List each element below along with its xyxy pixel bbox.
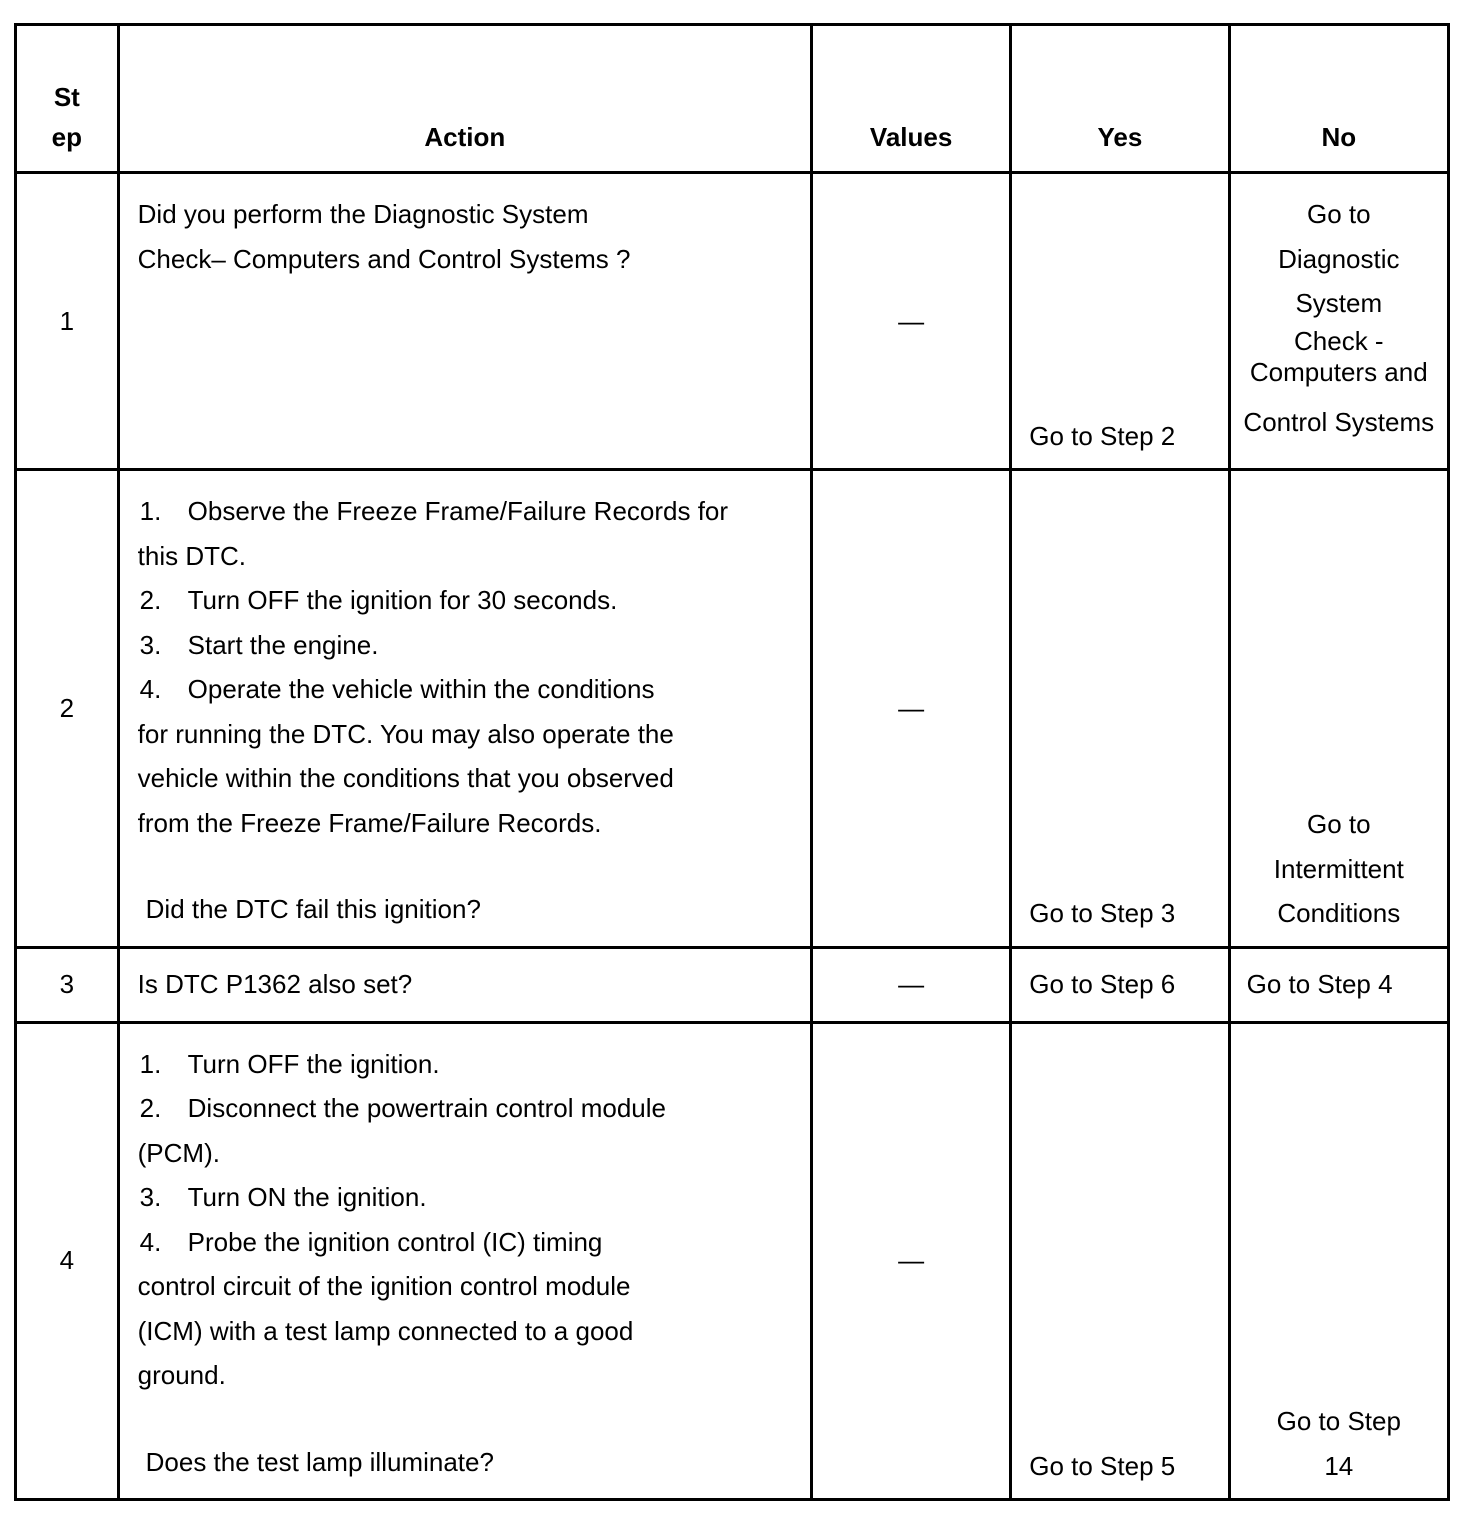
action-question: Did the DTC fail this ignition? xyxy=(145,894,481,924)
table-row xyxy=(16,470,1449,948)
action-cell: Did you perform the Diagnostic System Check– Computers and Control Systems ? xyxy=(118,173,811,470)
diagnostic-table xyxy=(14,23,1450,1501)
yes-link: Go to Step 2 xyxy=(1011,173,1229,470)
header-action: Action xyxy=(118,25,811,173)
step-number: 2 xyxy=(16,470,119,948)
action-cell: 1. Observe the Freeze Frame/Failure Records for this DTC. 2. Turn OFF the ignition for 30 seconds. 3. Start the engine. 4. Operate the vehicle within the conditions for running the DTC. You may also operate the vehicle within the conditions that you observed from the Freeze Frame/Failure Records. Did the DTC fail this ignition? xyxy=(118,470,811,948)
no-link: Go to Diagnostic System Check - Computers and Control Systems xyxy=(1229,173,1448,470)
header-step: St ep xyxy=(16,25,119,173)
header-yes: Yes xyxy=(1011,25,1229,173)
header-values: Values xyxy=(811,25,1010,173)
value-cell: — xyxy=(811,1022,1010,1500)
no-link: Go to Step 14 xyxy=(1229,1022,1448,1500)
value-cell: — xyxy=(811,173,1010,470)
header-row xyxy=(16,25,1449,173)
action-cell: 1. Turn OFF the ignition. 2. Disconnect the powertrain control module (PCM). 3. Turn ON the ignition. 4. Probe the ignition control (IC) timing control circuit of the ignition control module (ICM) with a test lamp connected to a good ground. Does the test lamp illuminate? xyxy=(118,1022,811,1500)
value-cell: — xyxy=(811,470,1010,948)
yes-link: Go to Step 3 xyxy=(1011,470,1229,948)
value-cell: — xyxy=(811,947,1010,1022)
table-row xyxy=(16,947,1449,1022)
yes-link: Go to Step 5 xyxy=(1011,1022,1229,1500)
step-number: 4 xyxy=(16,1022,119,1500)
action-question: Does the test lamp illuminate? xyxy=(145,1446,494,1477)
header-no: No xyxy=(1229,25,1448,173)
step-number: 3 xyxy=(16,947,119,1022)
table-row xyxy=(16,1022,1449,1500)
action-cell: Is DTC P1362 also set? xyxy=(118,947,811,1022)
table-row xyxy=(16,173,1449,470)
no-link: Go to Step 4 xyxy=(1229,947,1448,1022)
yes-link: Go to Step 6 xyxy=(1011,947,1229,1022)
no-link: Go to Intermittent Conditions xyxy=(1229,470,1448,948)
step-number: 1 xyxy=(16,173,119,470)
